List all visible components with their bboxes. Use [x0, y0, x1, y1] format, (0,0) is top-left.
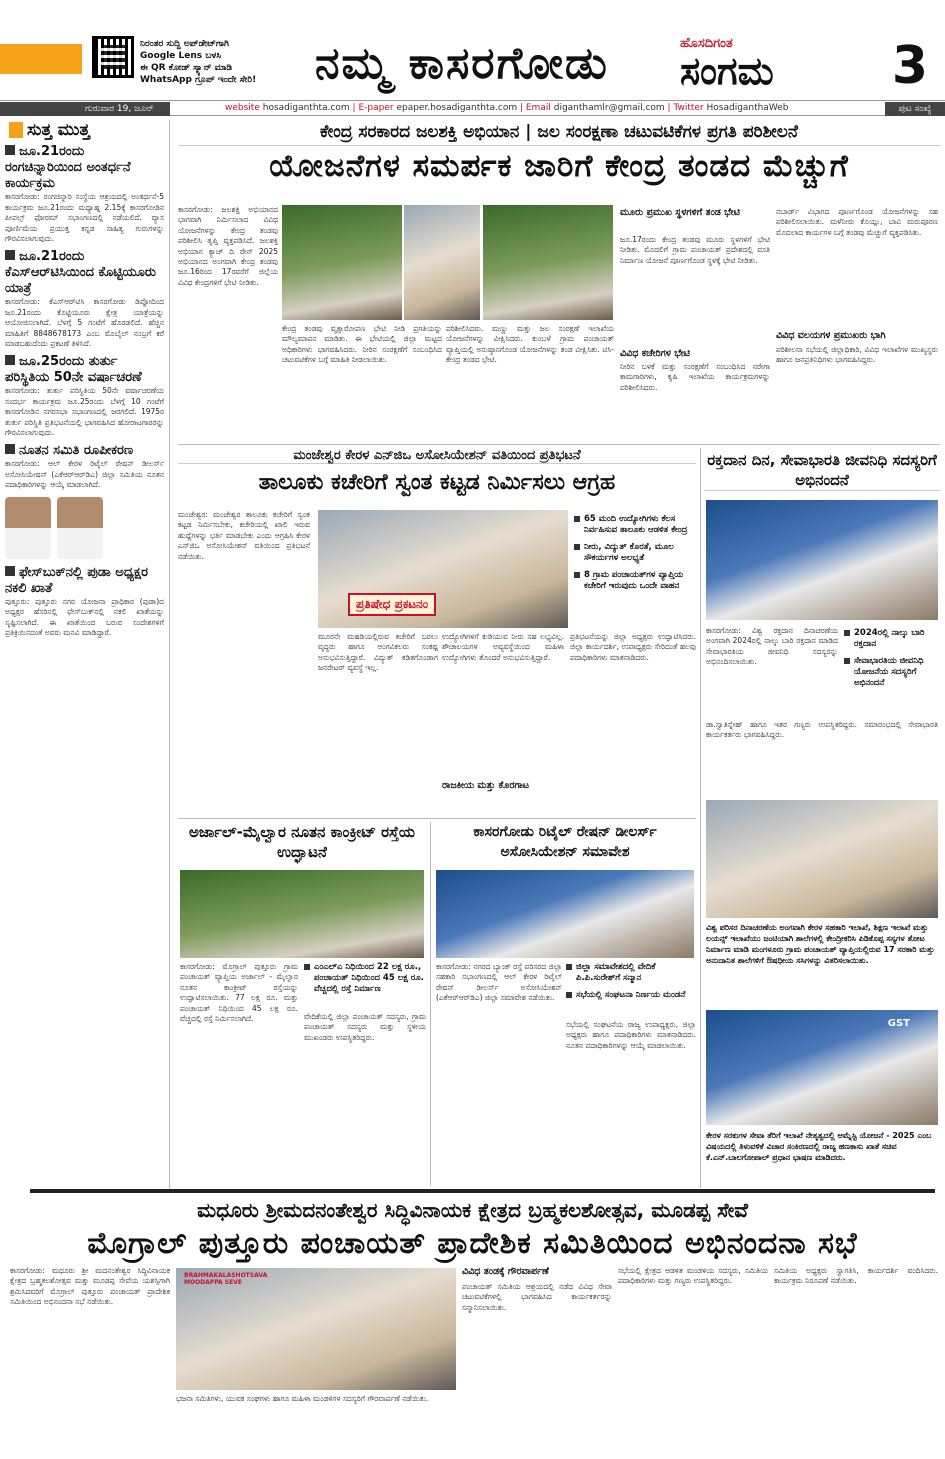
- website-link[interactable]: hosadiganthta.com: [262, 103, 350, 113]
- promo-line: ನಿರಂತರ ಸುದ್ದಿ ಅಪ್‌ಡೇಟ್‌ಗಾಗಿ: [140, 39, 229, 49]
- date-bar: [0, 100, 945, 128]
- bullet-point: 8 ಗ್ರಾಮ ಪಂಚಾಯತ್‌ಗಳ ವ್ಯಾಪ್ತಿಯ ಕಚೇರಿಗೆ ಇರುವುದು ಒಂದೇ ವಾಹನ: [574, 570, 696, 592]
- brief-body: ಕಾಸರಗೋಡು: ತುರ್ತು ಪರಿಸ್ಥಿತಿಯ 50ನೇ ವರ್ಷಾಚರಣೆಯ ಸಂದರ್ಭ ಕಾರ್ಯಕ್ರಮ ಜೂ.25ರಂದು ಬೆಳಗ್ಗೆ 10 ಗಂಟೆಗೆ ಕಾಸರಗೋಡಿನ ನಗರಸಭಾ ಸಭಾಂಗಣದಲ್ಲಿ ಜರಗಲಿದೆ. 1975ರ ತುರ್ತು ಪರಿಸ್ಥಿತಿ ಪ್ರತಿಭಟನೆಯಲ್ಲಿ ಭಾಗವಹಿಸಿದ ಹೋರಾಟಗಾರರನ್ನು ಗೌರವಿಸಲಾಗುವುದು.: [5, 385, 164, 438]
- story4-body: ವೇದಿಕೆಯಲ್ಲಿ ಜಿಲ್ಲಾ ಪಂಚಾಯತ್ ಸದಸ್ಯರು, ಗ್ರಾಮ ಪಂಚಾಯತ್ ಸದಸ್ಯರು ಮತ್ತು ಸ್ಥಳೀಯ ಮುಖಂಡರು ಉಪಸ್ಥಿತರಿದ್ದರು.: [304, 1012, 426, 1042]
- lead-body: ಜೂ.17ರಂದು ಕೇಂದ್ರ ತಂಡವು ಮೂರು ಸ್ಥಳಗಳಿಗೆ ಭೇಟಿ ನೀಡಿತು. ಮೊದಲಿಗೆ ಗ್ರಾಮ ಪಂಚಾಯತ್ ಪ್ರದೇಶದಲ್ಲಿ ವಸತಿ ನಿರ್ಮಾಣ ಯೋಜನೆ ಪೂರ್ಣಗೊಂಡ ಸ್ಥಳಕ್ಕೆ ಭೇಟಿ ನೀಡಿತು.: [620, 235, 770, 265]
- lead-body: ನೀರಿನ ಬಳಕೆ ಮತ್ತು ಸಂರಕ್ಷಣೆಗೆ ಸಂಬಂಧಿಸಿದ ನರೇಗಾ ಕಾಮಗಾರಿಗಳು, ಕೃಷಿ ಇಲಾಖೆಯ ಕಾರ್ಯಕ್ರಮಗಳನ್ನು ಪರಿಶೀಲಿಸಿದರು.: [620, 362, 770, 392]
- blood-donation-photo: [706, 500, 938, 620]
- logo-mark-icon: [9, 122, 23, 138]
- bullet-point: ಜಿಲ್ಲಾ ಸಮಾವೇಶದಲ್ಲಿ ವೇದಿಕೆ ಪಿ.ಪಿ.ಸುರೇಶ್‌ಗೆ ಸನ್ಮಾನ: [566, 962, 696, 984]
- brief-headline: ಜೂ.21ರಂದು ರಂಗಚಿನ್ನಾರಿಯಿಂದ ಅಂತರ್ಧನೆ ಕಾರ್ಯಕ್ರಮ: [5, 144, 164, 192]
- story2-subhead: ರಾಜಕೀಯ ಮತ್ತು ಕೊರಗಾಟ: [442, 780, 530, 791]
- lead-subhead: ವಿವಿಧ ಕಚೇರಿಗಳ ಭೇಟಿ: [620, 348, 691, 359]
- brief-headline: ಫೇಸ್‌ಬುಕ್‌ನಲ್ಲಿ ಪುಡಾ ಅಧ್ಯಕ್ಷರ ನಕಲಿ ಖಾತೆ: [5, 565, 164, 597]
- supplement-name: ಸಂಗಮ: [680, 48, 774, 93]
- story2-body: ಉದ್ಯೋಗಿಗಳಿಗೆ ಕುಡಿಯುವ ನೀರು ಸಹ ಲಭ್ಯವಿಲ್ಲ. ಶೌಚಾಲಯಗಳ ಅವ್ಯವಸ್ಥೆಯಿಂದ ಮಹಿಳಾ ಉದ್ಯೋಗಿಗಳು ತೊಂದರೆ ಅನುಭವಿಸುತ್ತಿದ್ದಾರೆ.: [442, 632, 564, 662]
- supplement-logo: [680, 36, 880, 94]
- lead-subhead: ವಿವಿಧ ವಲಯಗಳ ಪ್ರಮುಖರು ಭಾಗಿ: [776, 330, 886, 341]
- issue-date: ಗುರುವಾರ 19, ಜೂನ್ 2025: [0, 102, 170, 116]
- bullet-point: ಎಂಎಲ್‌ಎ ನಿಧಿಯಿಂದ 22 ಲಕ್ಷ ರೂ., ಪಂಚಾಯತ್ ನಿಧಿಯಿಂದ 45 ಲಕ್ಷ ರೂ. ವೆಚ್ಚದಲ್ಲಿ ರಸ್ತೆ ನಿರ್ಮಾಣ: [304, 962, 426, 995]
- bottom-subhead: ವಿವಿಧ ತಂಡಕ್ಕೆ ಗೌರವಾರ್ಪಣೆ: [462, 1266, 549, 1277]
- gst-seminar-photo: [706, 1010, 938, 1125]
- portrait-photo: [5, 497, 51, 559]
- bottom-kicker: ಮಧೂರು ಶ್ರೀಮದನಂತೇಶ್ವರ ಸಿದ್ಧಿವಿನಾಯಕ ಕ್ಷೇತ್ರದ ಬ್ರಹ್ಮಕಲಶೋತ್ಸವ, ಮೂಡಪ್ಪ ಸೇವೆ: [197, 1198, 748, 1222]
- orange-strip: [0, 44, 82, 74]
- page-label: ಪುಟ ಸಂಖ್ಯೆ: [885, 102, 945, 116]
- left-news-column: [5, 120, 170, 1190]
- contact-links: website hosadiganthta.com | E-paper epaper.hosadiganthta.com | Email diganthamlr@gmail.com | Twitter HosadiganthaWeb: [225, 103, 789, 113]
- bottom-headline: ಮೊಗ್ರಾಲ್ ಪುತ್ತೂರು ಪಂಚಾಯತ್ ಪ್ರಾದೇಶಿಕ ಸಮಿತಿಯಿಂದ ಅಭಿನಂದನಾ ಸಭೆ: [87, 1226, 858, 1261]
- brief-body: ಕಾಸರಗೋಡು: ರಂಗಚಿನ್ನಾರಿ ಸಂಸ್ಥೆಯ ಆಶ್ರಯದಲ್ಲಿ ಅಂತರ್ಧನೆ-5 ಕಾರ್ಯಕ್ರಮ ಜೂ.21ರಂದು ಮಧ್ಯಾಹ್ನ 2.15ಕ್ಕೆ ಕಾಸರಗೋಡಿನ ಪೀಪಲ್ಸ್ ಫೋರಮ್ ಸಭಾಂಗಣದಲ್ಲಿ ನಡೆಯಲಿದೆ. ವ್ಯಾಸ ಪೂರ್ಣಿಮೆಯ ಪ್ರಯುಕ್ತ ಕನ್ನಡ ಸಾಹಿತ್ಯ ಗುರುಗಳನ್ನು ಗೌರವಿಸಲಾಗುವುದು.: [5, 192, 164, 244]
- story2-bullets: [574, 514, 696, 598]
- epaper-link[interactable]: epaper.hosadiganthta.com: [396, 103, 518, 113]
- column-logo: ಸುತ್ತ ಮುತ್ತ: [5, 120, 164, 140]
- twitter-label: Twitter: [673, 103, 704, 113]
- brief-body: ಕಾಸರಗೋಡು: ಆಲ್ ಕೇರಳ ರಿಟೈಲ್ ರೇಷನ್ ಡೀಲರ್ಸ್ ಅಸೋಸಿಯೇಷನ್ (ಎಕೆಆರ್‌ಆರ್‌ಡಿಎ) ಜಿಲ್ಲಾ ಸಮಿತಿಯ ನೂತನ ಪದಾಧಿಕಾರಿಗಳನ್ನು ಆಯ್ಕೆ ಮಾಡಲಾಗಿದೆ.: [5, 458, 164, 490]
- section-title: ನಮ್ಮ ಕಾಸರಗೋಡು: [315, 38, 609, 89]
- bottom-body: ಪಂಚಾಯತ್ ಸಮಿತಿಯ ಆಶ್ರಯದಲ್ಲಿ ನಡೆದ ವಿವಿಧ ಸೇವಾ ಚಟುವಟಿಕೆಗಳಲ್ಲಿ ಭಾಗವಹಿಸಿದ ಕಾರ್ಯಕರ್ತರನ್ನು ಸನ್ಮಾನಿಸಲಾಯಿತು.: [462, 1282, 612, 1312]
- lead-body: ಪರಿಶೀಲಿಸಿದರು. ಮಣ್ಣು ಮತ್ತು ಜಲ ಸಂರಕ್ಷಣೆ ಇಲಾಖೆಯ ಯೋಜನೆಗಳನ್ನು ವೀಕ್ಷಿಸಿದರು. ಕುಂಬಳೆ ಗ್ರಾಮ ಪಂಚಾಯತ್ ವ್ಯಾಪ್ತಿಯಲ್ಲಿ ಅನುಷ್ಠಾನಗೊಂಡ ಯೋಜನೆಗಳನ್ನು ತಂಡ ವೀಕ್ಷಿಸಿತು. ಟಿಸಿ-ಕೇಂದ್ರ ತಂಡದ ಭೇಟಿ.: [446, 324, 614, 365]
- ration-dealers-photo: [436, 870, 694, 958]
- brief-headline: ಜೂ.21ರಂದು ಕೆಎಸ್‌ಆರ್‌ಟಿಸಿಯಿಂದ ಕೊಟ್ಟಿಯೂರು ಯಾತ್ರೆ: [5, 249, 164, 297]
- screen-text: GST: [887, 1018, 910, 1029]
- portrait-pair: [5, 497, 164, 559]
- bottom-body: ಕಾಸರಗೋಡು: ಮಧೂರು ಶ್ರೀ ಮದನಂತೇಶ್ವರ ಸಿದ್ಧಿವಿನಾಯಕ ಕ್ಷೇತ್ರದ ಬ್ರಹ್ಮಕಲಶೋತ್ಸವ ಮತ್ತು ಮೂಡಪ್ಪ ಸೇವೆಯ ಯಶಸ್ಸಿಗಾಗಿ ಶ್ರಮಿಸಿದವರಿಗೆ ಮೊಗ್ರಾಲ್ ಪುತ್ತೂರು ಪಂಚಾಯತ್ ಪ್ರಾದೇಶಿಕ ಸಮಿತಿಯಿಂದ ಅಭಿನಂದನಾ ಸಭೆ ನಡೆಯಿತು.: [10, 1266, 170, 1307]
- photo-caption: ವಿಶ್ವ ಪರಿಸರ ದಿನಾಚರಣೆಯ ಅಂಗವಾಗಿ ಕೇರಳ ಸಹಕಾರಿ ಇಲಾಖೆ, ಶಿಕ್ಷಣ ಇಲಾಖೆ ಮತ್ತು ಲಯನ್ಸ್ ಇಲಾಖೆಯು ಜಂಟಿಯಾಗಿ ಶಾಲೆಗಳಲ್ಲಿ ಕೇಂದ್ರೀಕರಿಸಿ ಪಿಡಿಕೊಪ್ಪ ಸಸ್ಯಗಳ ತೋಟ ನಿರ್ಮಾಣ ಮಾಡಿ ಮಂಗಳೂರು ಗ್ರಾಮ ಪಂಚಾಯತ್ ವ್ಯಾಪ್ತಿಯಲ್ಲಿರುವ 17 ಸರಕಾರಿ ಮತ್ತು ಅನುದಾನಿತ ಶಾಲೆಗಳಿಗೆ ಔಷಧೀಯ ಸಸಿಗಳನ್ನು ವಿತರಿಸಲಾಯಿತು.: [706, 922, 938, 1008]
- bottom-divider: [30, 1189, 935, 1193]
- bullet-point: 65 ಮಂದಿ ಉದ್ಯೋಗಿಗಳು ಕೆಲಸ ನಿರ್ವಹಿಸುವ ತಾಲೂಕು ಆಡಳಿತ ಕೇಂದ್ರ: [574, 514, 696, 536]
- lead-headline: ಯೋಜನೆಗಳ ಸಮರ್ಪಕ ಜಾರಿಗೆ ಕೇಂದ್ರ ತಂಡದ ಮೆಚ್ಚುಗೆ: [269, 148, 849, 184]
- paper-name: ಹೊಸದಿಗಂತ: [680, 36, 733, 51]
- promo-line: ಈ QR ಕೋಡ್ ಸ್ಕ್ಯಾನ್ ಮಾಡಿ: [140, 63, 233, 73]
- portrait-photo: [57, 497, 103, 559]
- lead-kicker: ಕೇಂದ್ರ ಸರಕಾರದ ಜಲಶಕ್ತಿ ಅಭಿಯಾನ | ಜಲ ಸಂರಕ್ಷಣಾ ಚಟುವಟಿಕೆಗಳ ಪ್ರಗತಿ ಪರಿಶೀಲನೆ: [178, 122, 940, 146]
- promo-line: WhatsApp ಗ್ರೂಪ್ ಇಂದೇ ಸೇರಿ!: [140, 75, 257, 85]
- photo-banner: BRAHMAKALASHOTSAVA MOODAPPA SEVE: [184, 1272, 268, 1286]
- protest-photo: [318, 510, 568, 628]
- divider: [178, 444, 940, 445]
- divider: [178, 818, 696, 819]
- website-label: website: [225, 103, 260, 113]
- lead-photo: [282, 205, 402, 320]
- story5-body: ಸಭೆಯಲ್ಲಿ ಸಂಘಟನೆಯ ರಾಜ್ಯ ಉಪಾಧ್ಯಕ್ಷರು, ಜಿಲ್ಲಾ ಅಧ್ಯಕ್ಷರು ಹಾಗೂ ಪದಾಧಿಕಾರಿಗಳು ಮಾತನಾಡಿದರು. ನೂತನ ಪದಾಧಿಕಾರಿಗಳನ್ನು ಆಯ್ಕೆ ಮಾಡಲಾಯಿತು.: [566, 1020, 696, 1050]
- qr-promo: [140, 38, 310, 86]
- story2-body: ಮಂಜೇಶ್ವರ: ಮಂಜೇಶ್ವರ ತಾಲೂಕು ಕಚೇರಿಗೆ ಸ್ವಂತ ಕಟ್ಟಡ ನಿರ್ಮಿಸಬೇಕು, ಕಚೇರಿಯಲ್ಲಿ ಖಾಲಿ ಇರುವ ಹುದ್ದೆಗಳನ್ನು ಭರ್ತಿ ಮಾಡಬೇಕು ಎಂದು ಆಗ್ರಹಿಸಿ ಕೇರಳ ಎನ್‌ಜಿಒ ಅಸೋಸಿಯೇಶನ್ ವತಿಯಿಂದ ಪ್ರತಿಭಟನೆ ನಡೆಯಿತು.: [178, 510, 310, 561]
- story5-body: ಕಾಸರಗೋಡು: ನಗರದ ಬ್ಯಾಂಕ್ ರಸ್ತೆ ಪರಿಸರದ ಜಿಲ್ಲಾ ಸಹಕಾರಿ ಸಭಾಂಗಣದಲ್ಲಿ ಆಲ್ ಕೇರಳ ರಿಟೈಲ್ ರೇಷನ್ ಡೀಲರ್ಸ್ ಅಸೋಸಿಯೇಶನ್ (ಎಕೆಆರ್‌ಆರ್‌ಡಿಎ) ಜಿಲ್ಲಾ ಸಮಾವೇಶ ನಡೆಯಿತು.: [436, 962, 562, 1003]
- email-label: Email: [525, 103, 551, 113]
- bullet-point: ನೀರು, ವಿದ್ಯುತ್ ಕೊರತೆ, ಮೂಲ ಸೌಕರ್ಯಗಳ ಅಲಭ್ಯತೆ: [574, 542, 696, 564]
- story3-body: ಡಾ.ಸ್ವಾತಿಸ್ನೇಹ್ ಹಾಗೂ ಇತರ ಗಣ್ಯರು ಉಪಸ್ಥಿತರಿದ್ದರು. ಸಮಾರಂಭದಲ್ಲಿ ಸೇವಾಭಾರತಿ ಕಾರ್ಯಕರ್ತರು ಭಾಗವಹಿಸಿದ್ದರು.: [706, 720, 938, 740]
- story2-body: ಪ್ರತಿಭಟನೆಯನ್ನು ಜಿಲ್ಲಾ ಅಧ್ಯಕ್ಷರು ಉದ್ಘಾಟಿಸಿದರು. ಜಿಲ್ಲಾ ಕಾರ್ಯದರ್ಶಿ, ಉಪಾಧ್ಯಕ್ಷರು ಸೇರಿದಂತೆ ಹಲವು ಪದಾಧಿಕಾರಿಗಳು ಮಾತನಾಡಿದರು.: [570, 632, 696, 662]
- lead-subhead: ಮೂರು ಪ್ರಮುಖ ಸ್ಥಳಗಳಿಗೆ ತಂಡ ಭೇಟಿ: [620, 207, 740, 218]
- divider: [700, 448, 701, 1188]
- brief-headline: ನೂತನ ಸಮಿತಿ ರೂಪೀಕರಣ: [5, 443, 164, 459]
- bottom-body: ಭಜನಾ ಸಮಿತಿಗಳು, ಯುವಕ ಸಂಘಗಳು ಹಾಗೂ ಮಹಿಳಾ ಮಂಡಳಿಗಳ ಸದಸ್ಯರಿಗೆ ಗೌರವಾರ್ಪಣೆ ನಡೆಯಿತು.: [176, 1394, 429, 1403]
- story3-bullets: [844, 628, 940, 695]
- lead-photo: [483, 205, 613, 320]
- story2-kicker: ಮಂಜೇಶ್ವರ ಕೇರಳ ಎನ್‌ಜಿಒ ಅಸೋಸಿಯೇಶನ್ ವತಿಯಿಂದ ಪ್ರತಿಭಟನೆ: [178, 448, 696, 464]
- herbal-plants-photo: [706, 800, 938, 918]
- promo-line: Google Lens ಬಳಸಿ: [140, 51, 222, 61]
- story3-body: ಕಾಸರಗೋಡು: ವಿಶ್ವ ರಕ್ತದಾನ ದಿನಾಚರಣೆಯ ಅಂಗವಾಗಿ 2024ರಲ್ಲಿ ನಾಲ್ಕು ಬಾರಿ ರಕ್ತದಾನ ಮಾಡಿದ ಸೇವಾಭಾರತಿಯ ಜೀವನಿಧಿ ಸದಸ್ಯರನ್ನು ಅಭಿನಂದಿಸಲಾಯಿತು.: [706, 626, 838, 667]
- page-number: 3: [891, 36, 929, 96]
- story5-bullets: [566, 962, 696, 1007]
- felicitation-photo: [176, 1268, 456, 1390]
- story3-headline: ರಕ್ತದಾನ ದಿನ, ಸೇವಾಭಾರತಿ ಜೀವನಿಧಿ ಸದಸ್ಯರಿಗೆ ಅಭಿನಂದನೆ: [704, 450, 940, 491]
- lead-body: ಕಾಸರಗೋಡು: ಜಲಶಕ್ತಿ ಅಭಿಯಾನದ ಭಾಗವಾಗಿ ನಿರ್ಮಿಸಲಾದ ವಿವಿಧ ಯೋಜನೆಗಳನ್ನು ಕೇಂದ್ರ ತಂಡವು ಪರಿಶೀಲಿಸಿ ತೃಪ್ತಿ ವ್ಯಕ್ತಪಡಿಸಿದೆ. ಜಲಶಕ್ತಿ ಅಭಿಯಾನ ಕ್ಯಾಚ್ ದಿ ರೇನ್ 2025 ಅಭಿಯಾನದ ಅಂಗವಾಗಿ ಕೇಂದ್ರ ತಂಡವು ಜೂ.16ರಿಂದ 17ರವರೆಗೆ ಜಿಲ್ಲೆಯ ವಿವಿಧ ಕೇಂದ್ರಗಳಿಗೆ ಭೇಟಿ ನೀಡಿತು.: [178, 205, 278, 287]
- epaper-label: E-paper: [358, 103, 394, 113]
- bullet-point: ಸೇವಾಭಾರತಿಯ ಜೀವನಿಧಿ ಯೋಜನೆಯ ಸದಸ್ಯರಿಗೆ ಅಭಿನಂದನೆ: [844, 656, 940, 689]
- photo-caption: ಕೇರಳ ಸರಕುಗಳ ಸೇವಾ ತೆರಿಗೆ ಇಲಾಖೆ ನೇತೃತ್ವದಲ್ಲಿ ಆಮ್ನೆಸ್ಟಿ ಯೋಜನೆ - 2025 ಎಂಬ ವಿಷಯದಲ್ಲಿ ತಿಳುವಳಿಕೆ ವಿಚಾರ ಸಂಕಿರಣದಲ್ಲಿ ರಾಜ್ಯ ಹಣಕಾಸು ಖಾತೆ ಸಚಿವ ಕೆ.ಎನ್.ಬಾಲಗೋಪಾಲ್ ಪ್ರಧಾನ ಭಾಷಣ ಮಾಡಿದರು.: [706, 1130, 938, 1186]
- brief-body: ಕಾಸರಗೋಡು: ಕೆಎಸ್‌ಆರ್‌ಟಿಸಿ ಕಾಸರಗೋಡು ಡಿಪ್ಪೋದಿಂದ ಜೂ.21ರಂದು ಕೊಟ್ಟಿಯೂರು ಕ್ಷೇತ್ರ ಯಾತ್ರೆಯನ್ನು ಆಯೋಜಿಸಲಾಗಿದೆ. ಬೆಳಗ್ಗೆ 5 ಗಂಟೆಗೆ ಹೊರಡಲಿದೆ. ಹೆಚ್ಚಿನ ಮಾಹಿತಿಗೆ 8848678173 ಎಂಬ ಮೊಬೈಲ್ ನಂಬ್ರಗೆ ಕರೆ ಮಾಡಬಹುದೆಂದು ಪ್ರಕಟಣೆ ತಿಳಿಸಿದೆ.: [5, 296, 164, 349]
- divider: [430, 822, 431, 1186]
- email-link[interactable]: diganthamlr@gmail.com: [553, 103, 665, 113]
- road-inauguration-photo: [180, 870, 424, 958]
- story4-body: ಕಾಸರಗೋಡು: ಮೊಗ್ರಾಲ್ ಪುತ್ತೂರು ಗ್ರಾಮ ಪಂಚಾಯತ್ ವ್ಯಾಪ್ತಿಯ ಅರ್ಜಾಲ್ - ಮೈಲ್ವಾರ ನೂತನ ಕಾಂಕ್ರೀಟ್ ರಸ್ತೆಯನ್ನು ಉದ್ಘಾಟಿಸಲಾಯಿತು. 77 ಲಕ್ಷ ರೂ. ಮತ್ತು ಪಂಚಾಯತ್ ನಿಧಿಯಿಂದ 45 ಲಕ್ಷ ರೂ. ವೆಚ್ಚದಲ್ಲಿ ರಸ್ತೆ ನಿರ್ಮಿಸಲಾಗಿದೆ.: [180, 962, 298, 1024]
- bottom-body: ಸಮಿತಿಯ ಅಧ್ಯಕ್ಷರು ಸ್ವಾಗತಿಸಿ, ಕಾರ್ಯದರ್ಶಿ ವಂದಿಸಿದರು. ಕಾರ್ಯಕ್ರಮ ನಿರೂಪಣೆ ನಡೆಯಿತು.: [774, 1266, 938, 1286]
- brief-headline: ಜೂ.25ರಂದು ತುರ್ತು ಪರಿಸ್ಥಿತಿಯ 50ನೇ ವರ್ಷಾಚರಣೆ: [5, 354, 164, 386]
- lead-body: ಕೇಂದ್ರ ತಂಡವು ವೃಕ್ಷಾರೋಪಣ ಭೇಟಿ ನೀಡಿ ಪ್ರಗತಿಯನ್ನು ಮೌಲ್ಯಮಾಪನ ಮಾಡಿತು. ಈ ಭೇಟಿಯಲ್ಲಿ ಜಿಲ್ಲಾ ಮಟ್ಟದ ಅಧಿಕಾರಿಗಳು ಭಾಗವಹಿಸಿದರು. ನೀರಿನ ಸಂರಕ್ಷಣೆಗೆ ಸಂಬಂಧಿಸಿದ ಚಟುವಟಿಕೆಗಳ ಬಗ್ಗೆ ಮಾಹಿತಿ ನೀಡಲಾಯಿತು.: [282, 324, 442, 365]
- protest-banner: ಪ್ರತಿಷೇಧ ಪ್ರಕಟನಂ: [348, 593, 436, 616]
- lead-photo: [404, 205, 480, 320]
- story4-headline: ಅರ್ಜಾಲ್-ಮೈಲ್ವಾರ ನೂತನ ಕಾಂಕ್ರೀಟ್ ರಸ್ತೆಯ ಉದ್ಘಾಟನೆ: [189, 823, 415, 861]
- story2-body: ಮೂರನೇ ಮಹಡಿಯಲ್ಲಿರುವ ಕಚೇರಿಗೆ ಬರಲು ವೃದ್ಧರು ಹಾಗೂ ಅಂಗವಿಕಲರು ಸಂಕಷ್ಟ ಅನುಭವಿಸುತ್ತಿದ್ದಾರೆ. ವಿದ್ಯುತ್ ಕಡಿತಗೊಂಡಾಗ ಜನರೇಟರ್ ವ್ಯವಸ್ಥೆ ಇಲ್ಲ.: [318, 632, 438, 673]
- lead-body: ನಬಾರ್ಡ್ ವಿಭಾಗದ ಪೂರ್ಣಗೊಂಡ ಯೋಜನೆಗಳನ್ನು ಸಹ ಪರಿಶೀಲಿಸಲಾಯಿತು. ಮಳೆನೀರು ಕೊಯ್ಲು, ಬಾವಿ ಮರುಪೂರಣ ಮೊದಲಾದ ಕಾರ್ಯಗಳ ಬಗ್ಗೆ ತಂಡವು ಮೆಚ್ಚುಗೆ ವ್ಯಕ್ತಪಡಿಸಿತು.: [776, 207, 938, 237]
- story4-bullets: [304, 962, 426, 1001]
- twitter-link[interactable]: HosadiganthaWeb: [706, 103, 789, 113]
- bottom-body: ಸಭೆಯಲ್ಲಿ ಕ್ಷೇತ್ರದ ಆಡಳಿತ ಮಂಡಳಿಯ ಸದಸ್ಯರು, ಸಮಿತಿಯ ಪದಾಧಿಕಾರಿಗಳು ಮತ್ತು ಗಣ್ಯರು ಉಪಸ್ಥಿತರಿದ್ದರು.: [618, 1266, 768, 1286]
- bullet-point: ಸಭೆಯಲ್ಲಿ ಸಂಘಟನಾ ನಿರ್ಣಯ ಮಂಡನೆ: [566, 990, 696, 1001]
- story2-headline: ತಾಲೂಕು ಕಚೇರಿಗೆ ಸ್ವಂತ ಕಟ್ಟಡ ನಿರ್ಮಿಸಲು ಆಗ್ರಹ: [258, 470, 616, 495]
- lead-body: ಪರಿಶೀಲನಾ ಸಭೆಯಲ್ಲಿ ಜಿಲ್ಲಾಧಿಕಾರಿ, ವಿವಿಧ ಇಲಾಖೆಗಳ ಮುಖ್ಯಸ್ಥರು ಹಾಗೂ ಜನಪ್ರತಿನಿಧಿಗಳು ಭಾಗವಹಿಸಿದ್ದರು.: [776, 345, 938, 365]
- bullet-point: 2024ರಲ್ಲಿ ನಾಲ್ಕು ಬಾರಿ ರಕ್ತದಾನ: [844, 628, 940, 650]
- qr-code[interactable]: [92, 36, 134, 78]
- brief-body: ಪುತ್ತೂರು: ಪುತ್ತೂರು ನಗರ ಯೋಜನಾ ಪ್ರಾಧಿಕಾರ (ಪುಡಾ)ದ ಅಧ್ಯಕ್ಷರ ಹೆಸರಿನಲ್ಲಿ ಫೇಸ್‌ಬುಕ್‌ನಲ್ಲಿ ನಕಲಿ ಖಾತೆಯನ್ನು ಸೃಷ್ಟಿಸಲಾಗಿದೆ. ಈ ಖಾತೆಯಿಂದ ಬರುವ ಸಂದೇಶಗಳಿಗೆ ಪ್ರತಿಕ್ರಿಯಿಸದಂತೆ ಅವರು ಮನವಿ ಮಾಡಿದ್ದಾರೆ.: [5, 596, 164, 638]
- story5-headline: ಕಾಸರಗೋಡು ರಿಟೈಲ್ ರೇಷನ್ ಡೀಲರ್ಸ್ ಅಸೋಸಿಯೇಶನ್ ಸಮಾವೇಶ: [473, 824, 657, 860]
